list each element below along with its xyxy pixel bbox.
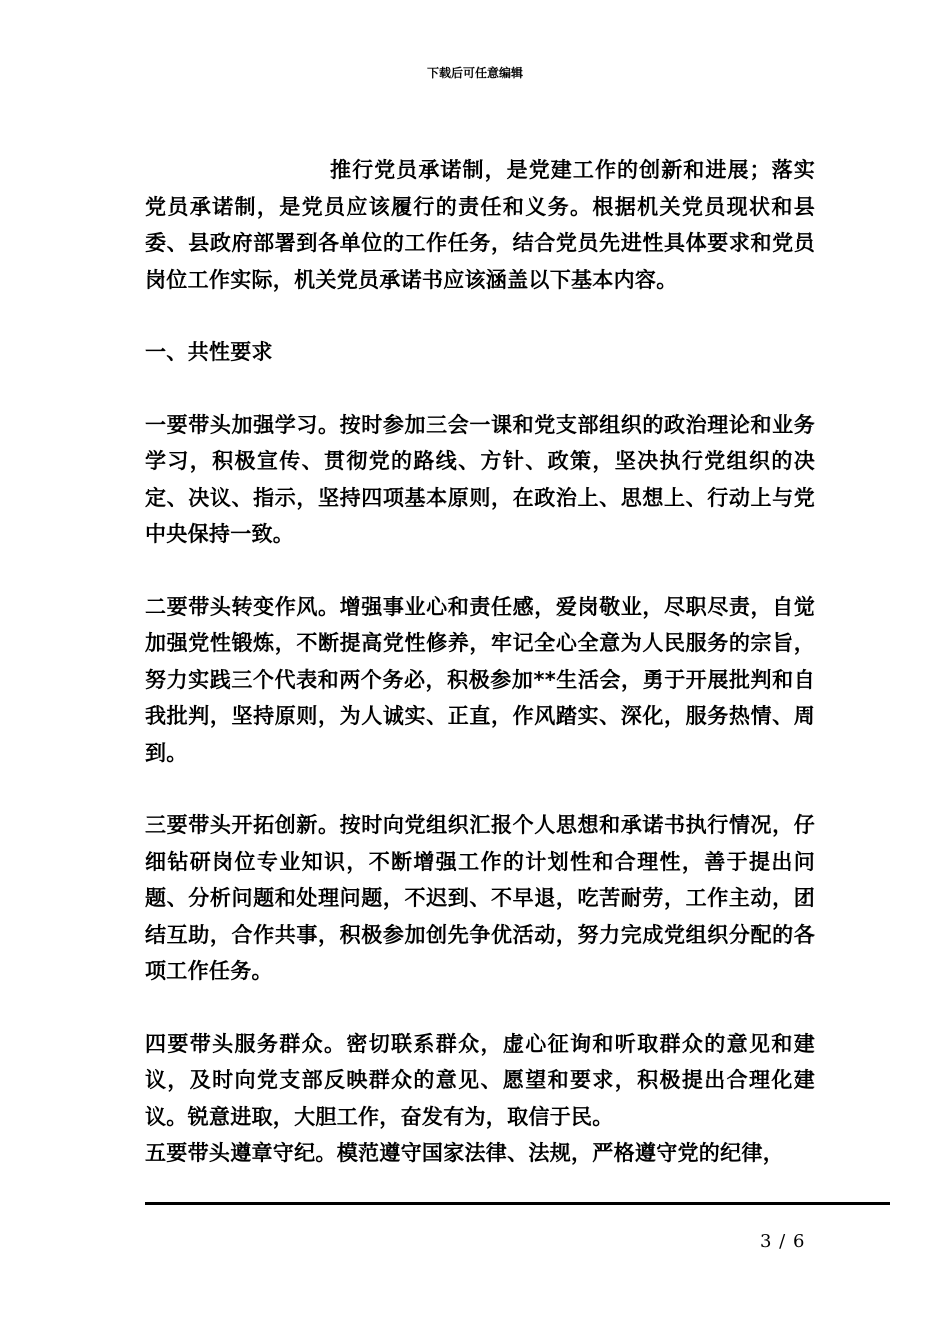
requirement-paragraph-5: 五要带头遵章守纪。模范遵守国家法律、法规，严格遵守党的纪律， <box>145 1141 784 1165</box>
page-header: 下载后可任意编辑 <box>426 66 523 80</box>
document-body <box>145 152 815 1172</box>
requirement-paragraph-2: 二要带头转变作风。增强事业心和责任感，爱岗敬业，尽职尽责，自觉加强党性锻炼，不断提高党性修养，牢记全心全意为人民服务的宗旨，努力实践三个代表和两个务必，积极参加**生活会，勇于开展批判和自我批判，坚持原则，为人诚实、正直，作风踏实、深化，服务热情、周到。 <box>145 594 815 765</box>
page-number: 3 / 6 <box>760 1231 806 1252</box>
requirement-paragraph-1: 一要带头加强学习。按时参加三会一课和党支部组织的政治理论和业务学习，积极宣传、贯彻党的路线、方针、政策，坚决执行党组织的决定、决议、指示，坚持四项基本原则，在政治上、思想上、行动上与党中央保持一致。 <box>145 412 815 546</box>
requirement-paragraph-4: 四要带头服务群众。密切联系群众，虚心征询和听取群众的意见和建议，及时向党支部反映群众的意见、愿望和要求，积极提出合理化建议。锐意进取，大胆工作，奋发有为，取信于民。 <box>145 1031 815 1129</box>
footer-divider <box>145 1202 890 1205</box>
section-heading: 一、共性要求 <box>145 340 273 364</box>
intro-paragraph: 推行党员承诺制，是党建工作的创新和进展；落实党员承诺制，是党员应该履行的责任和义务。根据机关党员现状和县委、县政府部署到各单位的工作任务，结合党员先进性具体要求和党员岗位工作实际，机关党员承诺书应该涵盖以下基本内容。 <box>145 158 815 292</box>
requirement-paragraph-3: 三要带头开拓创新。按时向党组织汇报个人思想和承诺书执行情况，仔细钻研岗位专业知识，不断增强工作的计划性和合理性，善于提出问题、分析问题和处理问题，不迟到、不早退，吃苦耐劳，工作主动，团结互助，合作共事，积极参加创先争优活动，努力完成党组织分配的各项工作任务。 <box>145 813 815 983</box>
